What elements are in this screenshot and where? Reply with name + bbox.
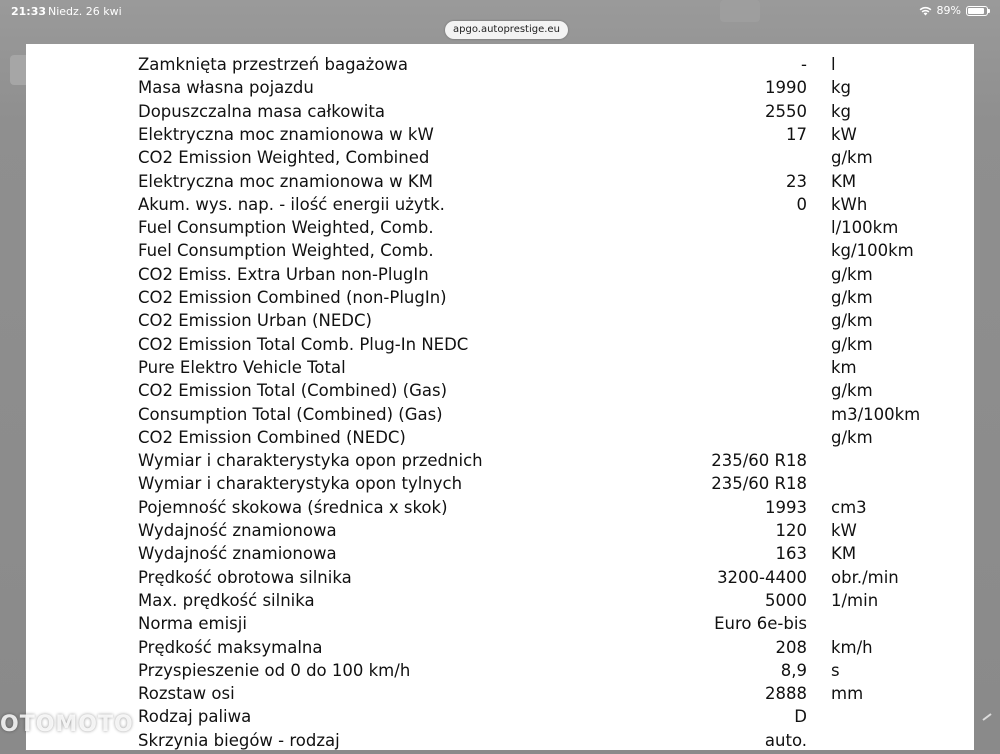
spec-row	[26, 218, 974, 241]
spec-value: 208	[775, 637, 807, 657]
spec-value: 235/60 R18	[711, 474, 807, 494]
spec-label: Zamknięta przestrzeń bagażowa	[138, 55, 409, 74]
spec-value: 5000	[765, 590, 807, 610]
battery-level-fill	[968, 8, 984, 14]
spec-label: Rodzaj paliwa	[138, 707, 252, 727]
spec-row	[26, 311, 974, 334]
spec-row	[26, 638, 974, 661]
spec-unit: m3/100km	[831, 404, 921, 424]
spec-value: 120	[775, 521, 807, 540]
spec-unit: KM	[831, 171, 857, 191]
spec-label: Wymiar i charakterystyka opon przednich	[138, 451, 483, 471]
spec-unit: kW	[831, 124, 857, 144]
spec-row	[26, 241, 974, 264]
spec-row	[26, 381, 974, 404]
spec-row	[26, 148, 974, 171]
spec-unit: kW	[831, 521, 857, 540]
spec-row	[26, 405, 974, 428]
spec-unit: cm3	[831, 497, 867, 517]
spec-sheet	[26, 44, 974, 750]
spec-unit: obr./min	[831, 567, 899, 587]
spec-label: Przyspieszenie od 0 do 100 km/h	[138, 660, 411, 680]
spec-value: 235/60 R18	[711, 451, 807, 471]
spec-value: 8,9	[780, 660, 807, 680]
spec-row	[26, 265, 974, 288]
watermark-logo: OTOMOTO	[0, 712, 134, 737]
spec-unit: kWh	[831, 194, 868, 214]
spec-label: CO2 Emission Combined (NEDC)	[138, 427, 406, 447]
spec-value: 23	[786, 171, 807, 191]
spec-row	[26, 544, 974, 567]
spec-value: 17	[786, 124, 807, 144]
spec-row	[26, 591, 974, 614]
spec-row	[26, 358, 974, 381]
spec-row	[26, 195, 974, 218]
spec-unit: 1/min	[831, 590, 879, 610]
spec-label: Wymiar i charakterystyka opon tylnych	[138, 474, 463, 494]
spec-value: 2550	[765, 101, 807, 121]
spec-row	[26, 55, 974, 78]
spec-value: 2888	[765, 684, 807, 704]
spec-row	[26, 731, 974, 754]
spec-label: Consumption Total (Combined) (Gas)	[138, 404, 443, 424]
status-date: Niedz. 26 kwi	[48, 5, 122, 18]
spec-row	[26, 521, 974, 544]
spec-label: Elektryczna moc znamionowa w kW	[138, 124, 434, 144]
spec-label: Dopuszczalna masa całkowita	[138, 101, 385, 121]
spec-unit: l/100km	[831, 218, 899, 238]
spec-value: 0	[796, 194, 807, 214]
chevron-icon	[980, 710, 994, 724]
spec-value: -	[801, 55, 807, 74]
spec-row	[26, 707, 974, 730]
spec-label: CO2 Emission Urban (NEDC)	[138, 311, 372, 331]
spec-row	[26, 78, 974, 101]
spec-row	[26, 125, 974, 148]
spec-unit: s	[831, 660, 840, 680]
spec-value: 1990	[765, 78, 807, 98]
spec-label: Max. prędkość silnika	[138, 590, 315, 610]
spec-label: CO2 Emiss. Extra Urban non-PlugIn	[138, 264, 429, 284]
spec-row	[26, 102, 974, 125]
spec-unit: mm	[831, 684, 864, 704]
spec-row	[26, 428, 974, 451]
spec-row	[26, 661, 974, 684]
spec-row	[26, 288, 974, 311]
spec-row	[26, 335, 974, 358]
spec-label: Masa własna pojazdu	[138, 78, 314, 98]
spec-label: Elektryczna moc znamionowa w KM	[138, 171, 433, 191]
spec-label: CO2 Emission Combined (non-PlugIn)	[138, 288, 447, 307]
spec-value: 3200-4400	[717, 567, 807, 587]
spec-value: D	[794, 707, 807, 727]
status-time: 21:33	[11, 5, 47, 18]
spec-label: Prędkość maksymalna	[138, 637, 323, 657]
battery-icon	[966, 6, 988, 16]
url-bar[interactable]: apgo.autoprestige.eu	[445, 21, 568, 39]
spec-label: Skrzynia biegów - rodzaj	[138, 730, 340, 750]
spec-label: Akum. wys. nap. - ilość energii użytk.	[138, 194, 445, 214]
spec-unit: kg	[831, 101, 852, 121]
spec-label: CO2 Emission Weighted, Combined	[138, 148, 430, 168]
spec-unit: g/km	[831, 148, 873, 168]
spec-value: 1993	[765, 497, 807, 517]
spec-unit: KM	[831, 544, 857, 564]
spec-row	[26, 172, 974, 195]
spec-unit: g/km	[831, 334, 873, 354]
spec-row	[26, 498, 974, 521]
spec-unit: km/h	[831, 637, 873, 657]
spec-label: CO2 Emission Total Comb. Plug-In NEDC	[138, 334, 469, 354]
spec-label: Wydajność znamionowa	[138, 521, 337, 540]
spec-unit: kg	[831, 78, 852, 98]
spec-unit: kg/100km	[831, 241, 914, 261]
spec-label: Fuel Consumption Weighted, Comb.	[138, 218, 434, 238]
status-indicators	[919, 4, 988, 17]
spec-label: CO2 Emission Total (Combined) (Gas)	[138, 381, 448, 401]
spec-label: Wydajność znamionowa	[138, 544, 337, 564]
spec-row	[26, 451, 974, 474]
spec-label: Pure Elektro Vehicle Total	[138, 357, 346, 377]
spec-row	[26, 684, 974, 707]
spec-unit: g/km	[831, 311, 873, 331]
spec-label: Fuel Consumption Weighted, Comb.	[138, 241, 434, 261]
spec-unit: g/km	[831, 381, 873, 401]
spec-unit: g/km	[831, 264, 873, 284]
spec-label: Prędkość obrotowa silnika	[138, 567, 352, 587]
spec-value: auto.	[764, 730, 807, 750]
spec-label: Pojemność skokowa (średnica x skok)	[138, 497, 448, 517]
spec-unit: g/km	[831, 288, 873, 307]
battery-percent: 89%	[936, 4, 961, 17]
spec-value: Euro 6e-bis	[714, 614, 807, 634]
spec-label: Rozstaw osi	[138, 684, 235, 704]
spec-row	[26, 614, 974, 637]
spec-label: Norma emisji	[138, 614, 247, 634]
spec-row	[26, 474, 974, 497]
spec-row	[26, 568, 974, 591]
spec-value: 163	[775, 544, 807, 564]
wifi-icon	[919, 6, 932, 16]
spec-unit: g/km	[831, 427, 873, 447]
spec-unit: km	[831, 357, 857, 377]
spec-unit: l	[831, 55, 836, 74]
